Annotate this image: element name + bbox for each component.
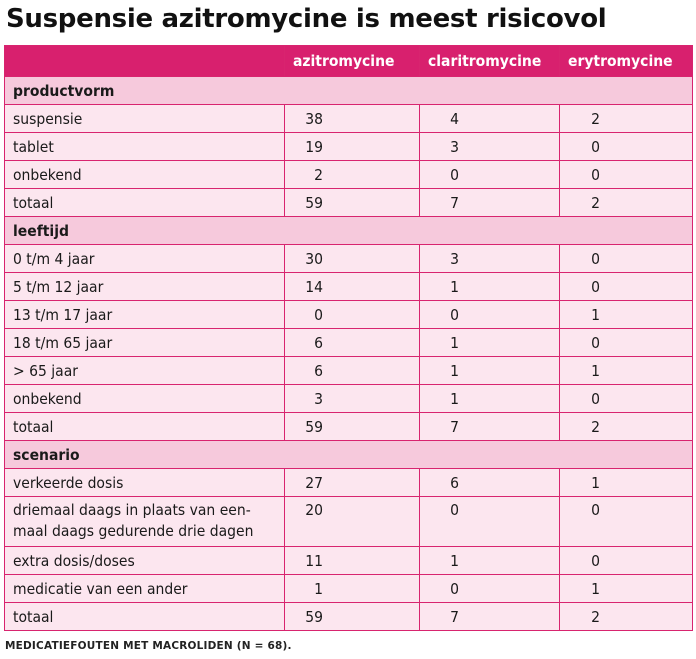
row-label: suspensie	[5, 105, 285, 133]
table-row	[5, 105, 693, 133]
cell-azitromycine: 20	[285, 497, 420, 547]
row-label: 5 t/m 12 jaar	[5, 273, 285, 301]
cell-azitromycine: 0	[285, 301, 420, 329]
row-label-line-1: driemaal daags in plaats van een-	[13, 501, 251, 519]
table-row-total	[5, 189, 693, 217]
section-row-leeftijd	[5, 217, 693, 245]
macrolide-table	[4, 45, 693, 631]
page-title: Suspensie azitromycine is meest risicovol	[6, 4, 607, 34]
cell-claritromycine: 7	[420, 413, 560, 441]
cell-azitromycine: 6	[285, 357, 420, 385]
row-label: 13 t/m 17 jaar	[5, 301, 285, 329]
row-label: totaal	[5, 603, 285, 631]
cell-erytromycine: 2	[560, 413, 693, 441]
table-row	[5, 469, 693, 497]
table-row	[5, 385, 693, 413]
cell-erytromycine: 0	[560, 273, 693, 301]
table-row	[5, 547, 693, 575]
column-header-erytromycine: erytromycine	[560, 46, 693, 77]
cell-claritromycine: 0	[420, 161, 560, 189]
cell-azitromycine: 59	[285, 603, 420, 631]
row-label-line-2: maal daags gedurende drie dagen	[13, 522, 254, 540]
row-label: 0 t/m 4 jaar	[5, 245, 285, 273]
cell-azitromycine: 27	[285, 469, 420, 497]
cell-erytromycine: 0	[560, 497, 693, 547]
cell-azitromycine: 11	[285, 547, 420, 575]
cell-claritromycine: 7	[420, 603, 560, 631]
table-row	[5, 357, 693, 385]
cell-azitromycine: 19	[285, 133, 420, 161]
row-label: tablet	[5, 133, 285, 161]
table-row	[5, 133, 693, 161]
row-label: extra dosis/doses	[5, 547, 285, 575]
cell-azitromycine: 14	[285, 273, 420, 301]
cell-claritromycine: 1	[420, 547, 560, 575]
section-heading: productvorm	[5, 77, 693, 105]
cell-azitromycine: 3	[285, 385, 420, 413]
table-row	[5, 329, 693, 357]
row-label: onbekend	[5, 385, 285, 413]
section-row-scenario	[5, 441, 693, 469]
cell-erytromycine: 0	[560, 161, 693, 189]
section-heading: leeftijd	[5, 217, 693, 245]
cell-erytromycine: 2	[560, 189, 693, 217]
row-label: totaal	[5, 413, 285, 441]
table-caption: MEDICATIEFOUTEN MET MACROLIDEN (N = 68).	[5, 640, 292, 652]
table-row	[5, 273, 693, 301]
cell-azitromycine: 59	[285, 413, 420, 441]
cell-azitromycine: 2	[285, 161, 420, 189]
column-header-azitromycine: azitromycine	[285, 46, 420, 77]
cell-claritromycine: 6	[420, 469, 560, 497]
cell-claritromycine: 0	[420, 575, 560, 603]
row-label: 18 t/m 65 jaar	[5, 329, 285, 357]
cell-erytromycine: 0	[560, 245, 693, 273]
cell-erytromycine: 2	[560, 105, 693, 133]
cell-azitromycine: 1	[285, 575, 420, 603]
cell-claritromycine: 4	[420, 105, 560, 133]
cell-claritromycine: 1	[420, 385, 560, 413]
section-row-productvorm	[5, 77, 693, 105]
cell-erytromycine: 2	[560, 603, 693, 631]
cell-azitromycine: 38	[285, 105, 420, 133]
table-row-total	[5, 413, 693, 441]
row-label: medicatie van een ander	[5, 575, 285, 603]
cell-erytromycine: 0	[560, 385, 693, 413]
row-label: onbekend	[5, 161, 285, 189]
cell-claritromycine: 0	[420, 301, 560, 329]
cell-claritromycine: 3	[420, 133, 560, 161]
table-row	[5, 301, 693, 329]
header-row	[5, 46, 693, 77]
cell-erytromycine: 1	[560, 357, 693, 385]
cell-azitromycine: 59	[285, 189, 420, 217]
cell-azitromycine: 6	[285, 329, 420, 357]
column-header-claritromycine: claritromycine	[420, 46, 560, 77]
cell-erytromycine: 0	[560, 329, 693, 357]
cell-claritromycine: 1	[420, 357, 560, 385]
cell-claritromycine: 3	[420, 245, 560, 273]
header-label-cell	[5, 46, 285, 77]
cell-erytromycine: 1	[560, 469, 693, 497]
row-label: > 65 jaar	[5, 357, 285, 385]
table-row	[5, 161, 693, 189]
cell-claritromycine: 1	[420, 273, 560, 301]
row-label	[5, 497, 285, 547]
table-row	[5, 497, 693, 547]
cell-claritromycine: 0	[420, 497, 560, 547]
table-row	[5, 575, 693, 603]
cell-erytromycine: 0	[560, 133, 693, 161]
row-label: totaal	[5, 189, 285, 217]
cell-claritromycine: 7	[420, 189, 560, 217]
table-row	[5, 245, 693, 273]
table-row-total	[5, 603, 693, 631]
cell-azitromycine: 30	[285, 245, 420, 273]
cell-erytromycine: 1	[560, 575, 693, 603]
cell-claritromycine: 1	[420, 329, 560, 357]
section-heading: scenario	[5, 441, 693, 469]
cell-erytromycine: 0	[560, 547, 693, 575]
cell-erytromycine: 1	[560, 301, 693, 329]
row-label: verkeerde dosis	[5, 469, 285, 497]
